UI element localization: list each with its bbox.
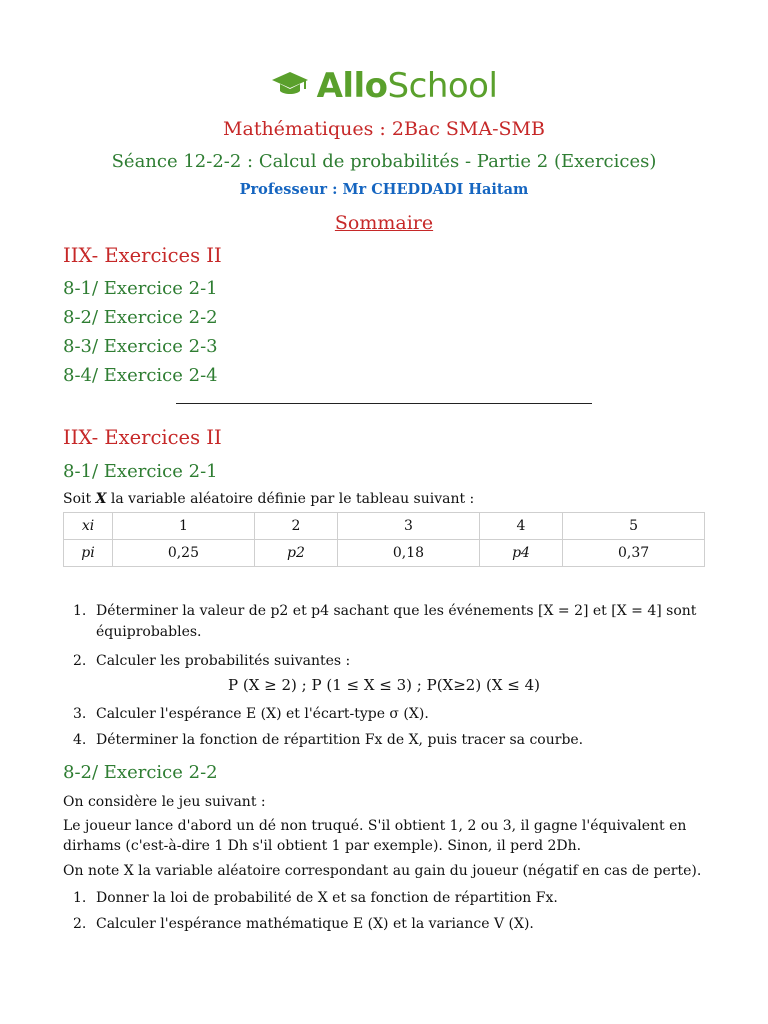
list-item: 3. Calculer l'espérance E (X) et l'écart-type σ (X).	[73, 706, 429, 722]
table-header-cell: pi	[64, 540, 113, 567]
section-heading: IIX- Exercices II	[63, 426, 222, 449]
list-item: 4. Déterminer la fonction de répartition Fx de X, puis tracer sa courbe.	[73, 732, 584, 748]
table-row	[64, 513, 705, 540]
table-row	[64, 540, 705, 567]
paragraph: Le joueur lance d'abord un dé non truqué. S'il obtient 1, 2 ou 3, il gagne l'équivalent en dirhams (c'est-à-dire 1 Dh s'il obtient 1 par exemple). Sinon, il perd 2Dh.	[63, 818, 687, 854]
summary-section[interactable]: IIX- Exercices II	[63, 244, 222, 267]
divider	[176, 403, 592, 404]
formula: P (X ≥ 2) ; P (1 ≤ X ≤ 3) ; P(X≥2) (X ≤ 4)	[228, 676, 540, 694]
list-item: 1. Donner la loi de probabilité de X et sa fonction de répartition Fx.	[73, 890, 558, 906]
summary-item[interactable]: 8-1/ Exercice 2-1	[63, 278, 218, 299]
table-cell: p2	[254, 540, 337, 567]
table-cell: 0,25	[113, 540, 255, 567]
list-item: 2. Calculer l'espérance mathématique E (X) et la variance V (X).	[73, 916, 534, 932]
table-cell: 2	[254, 513, 337, 540]
table-cell: 5	[563, 513, 705, 540]
table-cell: 0,37	[563, 540, 705, 567]
alloschool-logo[interactable]	[0, 66, 768, 106]
table-cell: p4	[479, 540, 562, 567]
subject-title: Mathématiques : 2Bac SMA-SMB	[223, 118, 545, 140]
exercise-title: 8-2/ Exercice 2-2	[63, 762, 218, 783]
exercise-intro: Soit X la variable aléatoire définie par le tableau suivant :	[63, 491, 475, 507]
probability-table	[63, 512, 705, 567]
summary-item[interactable]: 8-4/ Exercice 2-4	[63, 365, 218, 386]
table-cell: 3	[338, 513, 480, 540]
summary-item[interactable]: 8-2/ Exercice 2-2	[63, 307, 218, 328]
exercise-title: 8-1/ Exercice 2-1	[63, 461, 218, 482]
summary-heading: Sommaire	[334, 212, 434, 234]
session-title: Séance 12-2-2 : Calcul de probabilités - Partie 2 (Exercices)	[111, 151, 657, 172]
table-cell: 4	[479, 513, 562, 540]
list-item: 1. Déterminer la valeur de p2 et p4 sachant que les événements [X = 2] et [X = 4] sont équiprobables.	[73, 603, 697, 640]
table-cell: 0,18	[338, 540, 480, 567]
professor-name: Professeur : Mr CHEDDADI Haitam	[239, 181, 529, 198]
table-header-cell: xi	[64, 513, 113, 540]
logo-wordmark: AlloSchool	[316, 66, 498, 106]
graduation-cap-icon	[271, 69, 309, 103]
list-item: 2. Calculer les probabilités suivantes :	[73, 653, 351, 669]
paragraph: On considère le jeu suivant :	[63, 794, 266, 810]
table-cell: 1	[113, 513, 255, 540]
summary-item[interactable]: 8-3/ Exercice 2-3	[63, 336, 218, 357]
paragraph: On note X la variable aléatoire correspondant au gain du joueur (négatif en cas de perte).	[63, 863, 702, 879]
